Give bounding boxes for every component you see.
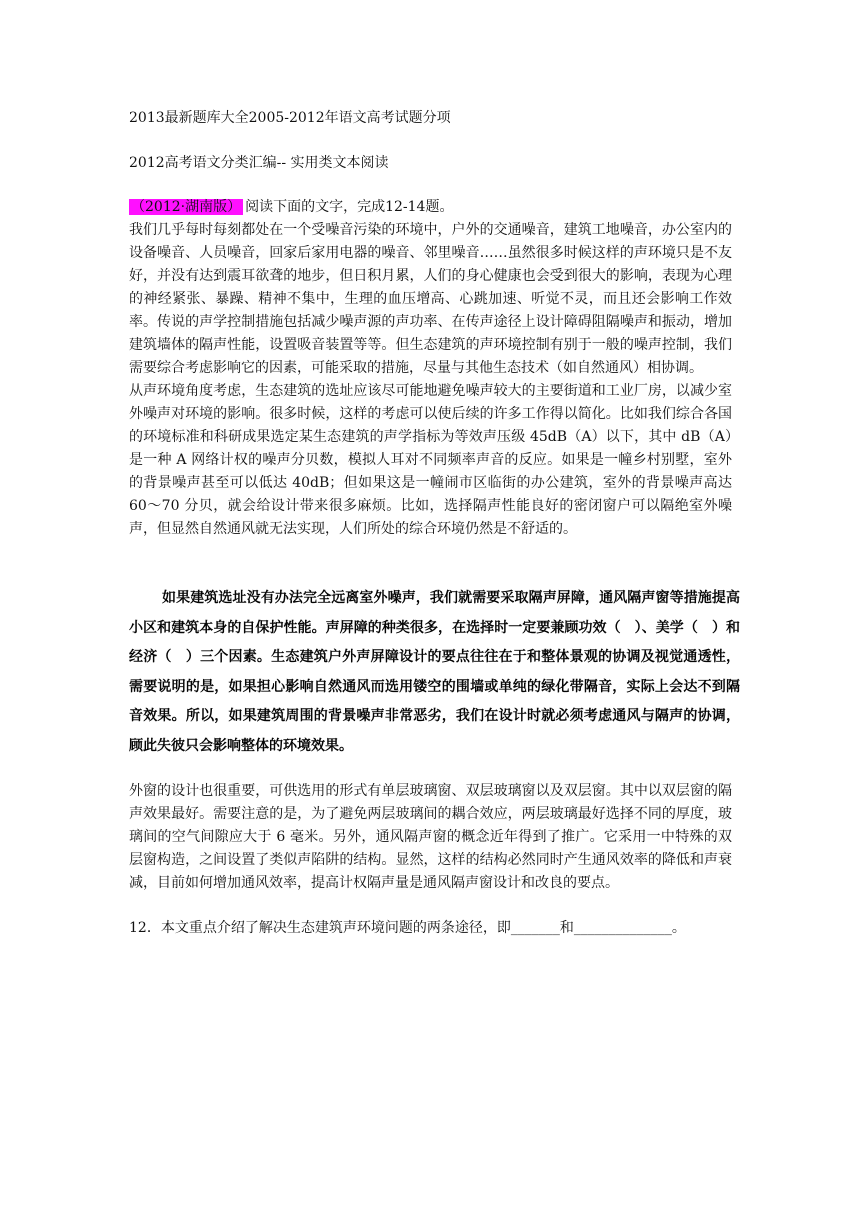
passage-intro bbox=[129, 196, 732, 219]
document-subtitle: 2012高考语文分类汇编-- 实用类文本阅读 bbox=[129, 155, 389, 171]
paragraph-3: 如果建筑选址没有办法完全远离室外噪声，我们就需要采取隔声屏障，通风隔声窗等措施提高小区和建筑本身的自保护性能。声屏障的种类很多，在选择时一定要兼顾功效（ ）、美学（ ）和经济（ ）三个因素。生态建筑户外声屏障设计的要点往往在于和整体景观的协调及视觉通透性，需要说明的是，如果担心影响自然通风而选用镂空的围墙或单纯的绿化带隔音，实际上会达不到隔音效果。所以，如果建筑周围的背景噪声非常恶劣，我们在设计时就必须考虑通风与隔声的协调，顾此失彼只会影响整体的环境效果。 bbox=[129, 590, 740, 754]
instruction-text: 阅读下面的文字，完成12-14题。 bbox=[245, 199, 454, 215]
passage-block-2 bbox=[129, 584, 740, 761]
paragraph-2: 从声环境角度考虑，生态建筑的选址应该尽可能地避免噪声较大的主要街道和工业厂房，以减少室外噪声对环境的影响。很多时候，这样的考虑可以使后续的许多工作得以简化。比如我们综合各国的环境标准和科研成果选定某生态建筑的声学指标为等效声压级 45dB（A）以下，其中 dB（A）是一种 A 网络计权的噪声分贝数，模拟人耳对不同频率声音的反应。如果是一幢乡村别墅，室外的背景噪声甚至可以低达 40dB；但如果这是一幢闹市区临街的办公建筑，室外的背景噪声高达 60～70 分贝，就会给设计带来很多麻烦。比如，选择隔声性能良好的密闭窗户可以隔绝室外噪声，但显然自然通风就无法实现，人们所处的综合环境仍然是不舒适的。 bbox=[129, 383, 732, 537]
passage-block-1 bbox=[129, 196, 732, 541]
question-12: 12．本文重点介绍了解决生态建筑声环境问题的两条途径，即_______和______________。 bbox=[129, 920, 686, 936]
document-title: 2013最新题库大全2005-2012年语文高考试题分项 bbox=[129, 110, 451, 126]
paragraph-4: 外窗的设计也很重要，可供选用的形式有单层玻璃窗、双层玻璃窗以及双层窗。其中以双层窗的隔声效果最好。需要注意的是，为了避免两层玻璃间的耦合效应，两层玻璃最好选择不同的厚度，玻璃间的空气间隙应大于 6 毫米。另外，通风隔声窗的概念近年得到了推广。它采用一中特殊的双层窗构造，之间设置了类似声陷阱的结构。显然，这样的结构必然同时产生通风效率的降低和声衰减，目前如何增加通风效率，提高计权隔声量是通风隔声窗设计和改良的要点。 bbox=[129, 783, 732, 891]
paragraph-1: 我们几乎每时每刻都处在一个受噪音污染的环境中，户外的交通噪音，建筑工地噪音，办公室内的设备噪音、人员噪音，回家后家用电器的噪音、邻里噪音……虽然很多时候这样的声环境只是不友好，并没有达到震耳欲聋的地步，但日积月累，人们的身心健康也会受到很大的影响，表现为心理的神经紧张、暴躁、精神不集中，生理的血压增高、心跳加速、听觉不灵，而且还会影响工作效率。传说的声学控制措施包括减少噪声源的声功率、在传声途径上设计障碍阻隔噪声和振动，增加建筑墙体的隔声性能，设置吸音装置等等。但生态建筑的声环境控制有别于一般的噪声控制，我们需要综合考虑影响它的因素，可能采取的措施，尽量与其他生态技术（如自然通风）相协调。 bbox=[129, 222, 732, 376]
passage-block-3 bbox=[129, 780, 732, 895]
source-tag: （2012·湖南版） bbox=[131, 199, 242, 215]
